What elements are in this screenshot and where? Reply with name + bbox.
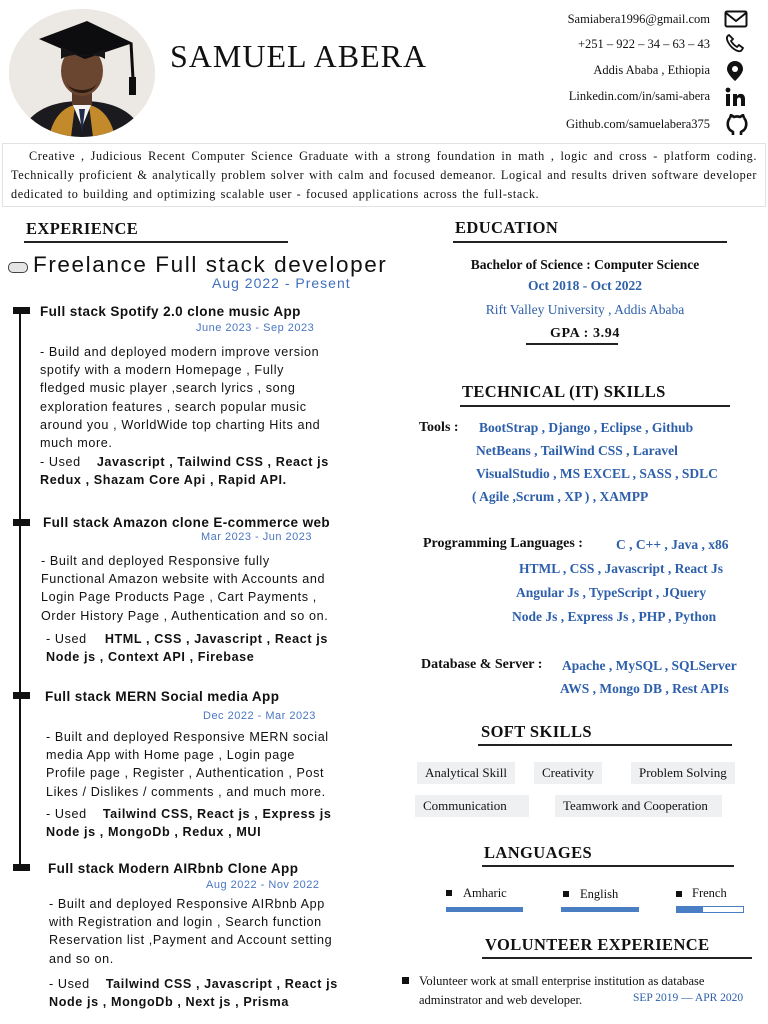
tech-skills-heading: TECHNICAL (IT) SKILLS <box>462 382 666 401</box>
volunteer-date-start: SEP 2019 <box>633 992 679 1004</box>
volunteer-date <box>633 992 743 1004</box>
bullet-icon <box>563 891 569 897</box>
bullet-icon <box>676 891 682 897</box>
role-title: Freelance Full stack developer <box>33 252 388 277</box>
database-line: AWS , Mongo DB , Rest APIs <box>560 681 729 696</box>
used-prefix: - Used <box>49 977 90 991</box>
role-marker-icon <box>8 262 28 273</box>
project-title: Full stack MERN Social media App <box>45 689 280 704</box>
project-tech-stack <box>49 975 339 1011</box>
language-level-fill <box>446 907 523 912</box>
volunteer-rule <box>482 957 752 959</box>
linkedin-icon[interactable] <box>724 87 748 107</box>
project-tech-stack <box>46 805 336 841</box>
volunteer-description: Volunteer work at small enterprise institution as database adminstrator and web developer. <box>419 974 705 1007</box>
database-line: Apache , MySQL , SQLServer <box>562 658 737 673</box>
language-name: English <box>580 887 619 901</box>
project-tech-stack <box>40 453 330 489</box>
used-prefix: - Used <box>40 455 81 469</box>
programming-line: Angular Js , TypeScript , JQuery <box>516 585 707 600</box>
gpa-value: GPA : 3.94 <box>550 326 620 341</box>
phone-text: +251 – 922 – 34 – 63 – 43 <box>577 37 710 51</box>
candidate-name: SAMUEL ABERA <box>170 38 428 74</box>
project-description: - Built and deployed Responsive fully Functional Amazon website with Accounts and Login Page Products Page , Cart Payments , Order History Page , Authentication and so on. <box>41 554 329 623</box>
project-title: Full stack Amazon clone E-commerce web <box>43 515 331 530</box>
bullet-icon <box>446 890 452 896</box>
email-text[interactable]: Samiabera1996@gmail.com <box>567 12 710 26</box>
used-prefix: - Used <box>46 807 87 821</box>
education-heading: EDUCATION <box>455 218 559 237</box>
profile-photo <box>9 9 155 137</box>
summary-text: Creative , Judicious Recent Computer Science Graduate with a strong foundation in math , logic and cross - platform coding. Technically proficient & analytically problem solver with calm and focused demeanor. Logical and results driven software developer dedicated to building and optimizing scalable user - focused applications across the full-stack. <box>11 149 757 201</box>
project-title: Full stack Modern AIRbnb Clone App <box>48 861 299 876</box>
languages-rule <box>482 865 734 867</box>
language-level-fill <box>561 907 639 912</box>
tools-line: VisualStudio , MS EXCEL , SASS , SDLC <box>476 466 718 481</box>
programming-line: Node Js , Express Js , PHP , Python <box>512 609 717 624</box>
soft-skill-chip: Creativity <box>534 762 602 784</box>
education-rule <box>453 241 727 243</box>
tech-skills-rule <box>460 405 730 407</box>
tools-line: BootStrap , Django , Eclipse , Github <box>479 420 694 435</box>
mail-icon <box>724 10 748 30</box>
project-date: Mar 2023 - Jun 2023 <box>201 531 313 543</box>
project-date: June 2023 - Sep 2023 <box>196 322 315 334</box>
language-level-bar <box>561 907 639 912</box>
soft-skill-chip: Problem Solving <box>631 762 735 784</box>
location-text: Addis Ababa , Ethiopia <box>593 63 710 77</box>
tools-line: NetBeans , TailWind CSS , Laravel <box>476 443 678 458</box>
programming-line: C , C++ , Java , x86 <box>616 537 729 552</box>
used-tech: Tailwind CSS , Javascript , React js Node js , MongoDb , Next js , Prisma <box>49 977 338 1009</box>
volunteer-date-end: APR 2020 <box>694 992 744 1004</box>
soft-skill-chip: Teamwork and Cooperation <box>555 795 722 817</box>
soft-skills-rule <box>478 744 732 746</box>
used-prefix: - Used <box>46 632 87 646</box>
language-level-bar <box>676 906 744 913</box>
location-pin-icon <box>724 60 748 80</box>
project-description: - Built and deployed Responsive AIRbnb App with Registration and login , Search function Reservation list ,Payment and Account setting and so on. <box>49 897 333 966</box>
bullet-icon <box>402 977 409 984</box>
github-link[interactable]: Github.com/samuelabera375 <box>565 117 710 131</box>
timeline-marker <box>13 307 30 314</box>
gpa-underline <box>526 343 618 345</box>
education-date: Oct 2018 - Oct 2022 <box>528 278 642 293</box>
profile-summary <box>2 143 766 207</box>
project-date: Dec 2022 - Mar 2023 <box>203 710 316 722</box>
language-level-bar <box>446 907 523 912</box>
soft-skill-chip: Analytical Skill <box>417 762 515 784</box>
school-name: Rift Valley University , Addis Ababa <box>485 302 685 317</box>
language-name: Amharic <box>463 886 507 900</box>
project-description: - Build and deployed modern improve version spotify with a modern Homepage , Fully fledged music player ,search lyrics , song exploration features , search popular music around you , WorldWide top charting Hits and much more. <box>40 345 321 451</box>
experience-heading: EXPERIENCE <box>26 219 139 238</box>
database-label: Database & Server : <box>421 657 543 672</box>
project-tech-stack <box>46 630 336 666</box>
soft-skill-chip: Communication <box>415 795 529 817</box>
timeline-marker <box>13 864 30 871</box>
soft-skills-heading: SOFT SKILLS <box>481 722 592 741</box>
project-description: - Built and deployed Responsive MERN social media App with Home page , Login page Profile page , Register , Authentication , Post Likes / Dislikes / comments , and much more. <box>46 730 329 799</box>
volunteer-heading: VOLUNTEER EXPERIENCE <box>485 935 710 954</box>
tools-line: ( Agile ,Scrum , XP ) , XAMPP <box>472 489 649 504</box>
linkedin-link[interactable]: Linkedin.com/in/sami-abera <box>568 89 710 103</box>
role-date: Aug 2022 - Present <box>212 275 351 291</box>
volunteer-date-sep: — <box>681 992 693 1004</box>
programming-label: Programming Languages : <box>423 536 583 551</box>
used-tech: Tailwind CSS, React js , Express js Node js , MongoDb , Redux , MUI <box>46 807 332 839</box>
timeline-line <box>19 310 21 870</box>
languages-heading: LANGUAGES <box>484 843 593 862</box>
language-name: French <box>692 886 727 900</box>
language-level-fill <box>677 907 703 912</box>
programming-line: HTML , CSS , Javascript , React Js <box>519 561 723 576</box>
timeline-marker <box>13 692 30 699</box>
used-tech: Javascript , Tailwind CSS , React js Redux , Shazam Core Api , Rapid API. <box>40 455 329 487</box>
github-icon[interactable] <box>724 114 748 134</box>
timeline-marker <box>13 519 30 526</box>
used-tech: HTML , CSS , Javascript , React js Node js , Context API , Firebase <box>46 632 328 664</box>
experience-rule <box>24 241 288 243</box>
project-date: Aug 2022 - Nov 2022 <box>206 879 320 891</box>
tools-label: Tools : <box>419 420 459 435</box>
degree-title: Bachelor of Science : Computer Science <box>470 257 700 272</box>
project-title: Full stack Spotify 2.0 clone music App <box>40 304 301 319</box>
phone-icon <box>724 33 748 53</box>
